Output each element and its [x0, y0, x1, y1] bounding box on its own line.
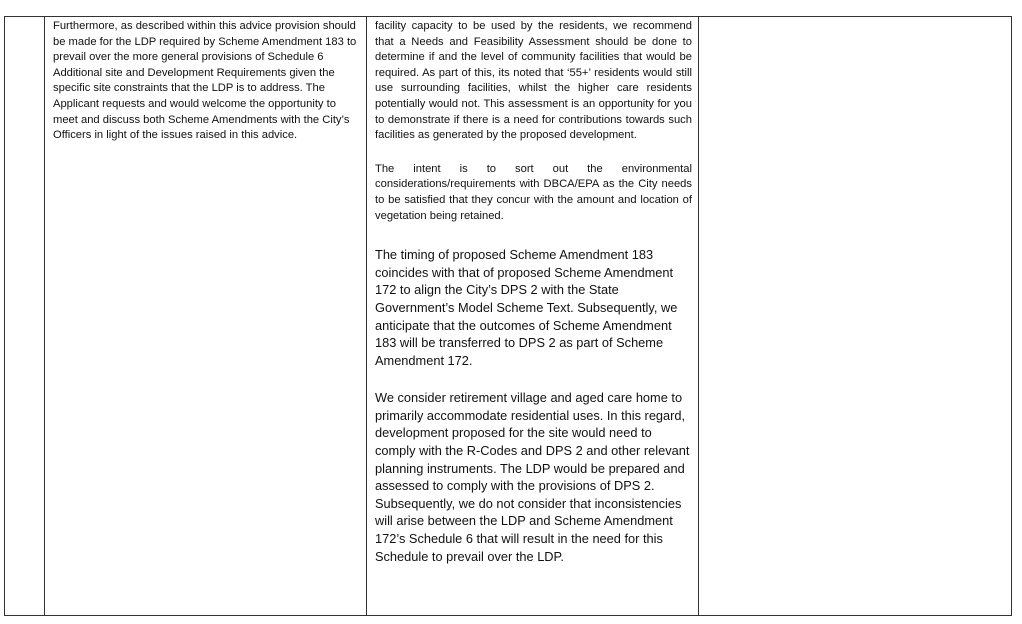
submission-paragraph: Furthermore, as described within this advice provision should be made for the LDP required by Scheme Amendment 183 to prevail over the more general provisions of Schedule 6 Additional site and Development Requirements given the specific site constraints that the LDP is to address. The Applicant requests and would welcome the opportunity to meet and discuss both Scheme Amendments with the City’s Officers in light of the issues raised in this advice.: [53, 20, 357, 142]
response-paragraph-3: The timing of proposed Scheme Amendment 183 coincides with that of proposed Scheme Amendment 172 to align the City’s DPS 2 with the State Government’s Model Scheme Text. Subsequently, we anticipate that the outcomes of Scheme Amendment 183 will be transferred to DPS 2 as part of Scheme Amendment 172.: [375, 247, 678, 368]
table-cell-index: [5, 17, 45, 615]
response-paragraph-4: We consider retirement village and aged care home to primarily accommodate residential uses. In this regard, development proposed for the site would need to comply with the R-Codes and DPS 2 and other relevant planning instruments. The LDP would be prepared and assessed to comply with the provisions of DPS 2. Subsequently, we do not consider that inconsistencies will arise between the LDP and Scheme Amendment 172’s Schedule 6 that will result in the need for this Schedule to prevail over the LDP.: [375, 390, 690, 564]
table-cell-empty: [699, 17, 1011, 615]
response-paragraph-1: facility capacity to be used by the residents, we recommend that a Needs and Feasibility Assessment should be done to determine if and the level of community facilities that would be required. As part of this, its noted that ‘55+’ residents would still use surrounding facilities, whilst the higher care residents potentially would not. This assessment is an opportunity for you to demonstrate if there is a need for contributions towards such facilities as generated by the proposed development.: [375, 20, 692, 142]
submissions-table: [4, 16, 1012, 616]
table-cell-submission: [45, 17, 367, 615]
response-paragraph-2: The intent is to sort out the environmental considerations/requirements with DBCA/EPA as the City needs to be satisfied that they concur with the amount and location of vegetation being retained.: [375, 162, 692, 222]
table-cell-response: [367, 17, 699, 615]
